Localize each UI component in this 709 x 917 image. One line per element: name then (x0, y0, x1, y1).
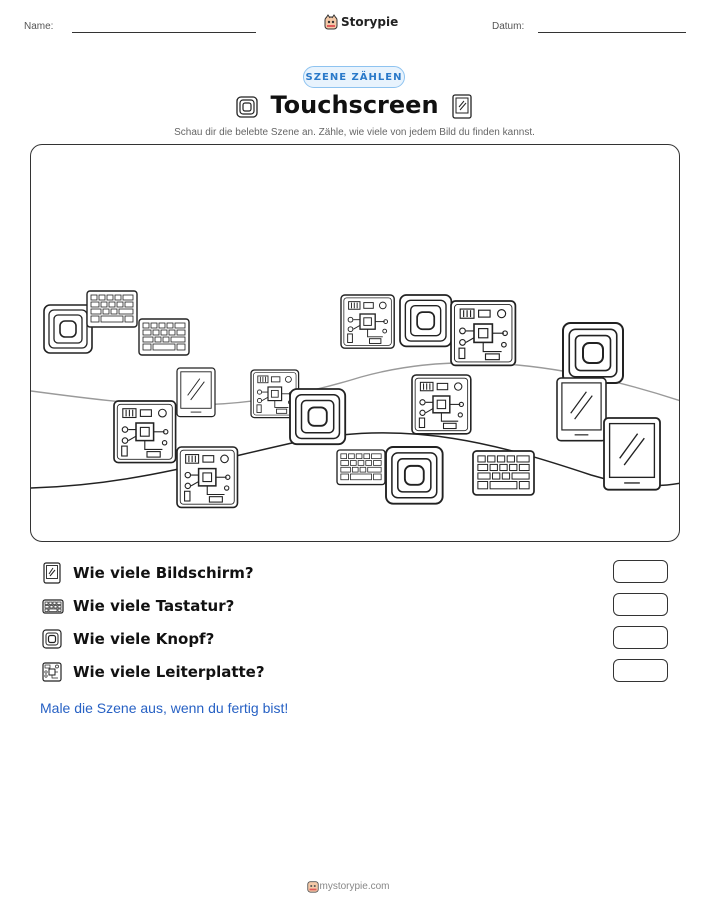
answer-box-bildschirm[interactable] (613, 560, 668, 583)
footer-url[interactable]: mystorypie.com (319, 881, 390, 892)
date-label: Datum: (492, 21, 525, 32)
scene-illustration (31, 145, 680, 542)
brand-name: Storypie (341, 15, 399, 29)
coloring-note: Male die Szene aus, wenn du fertig bist! (40, 700, 289, 716)
answer-box-knopf[interactable] (613, 626, 668, 649)
page-title: Touchscreen (270, 91, 439, 119)
storypie-logo-icon (323, 14, 339, 30)
tablet-icon (42, 562, 62, 584)
tablet-icon (452, 94, 472, 119)
circuit-board-icon (42, 661, 62, 683)
date-line[interactable] (538, 32, 686, 33)
question-text: Wie viele Bildschirm? (73, 564, 254, 582)
instructions: Schau dir die belebte Szene an. Zähle, wie viele von jedem Bild du finden kannst. (174, 127, 535, 138)
name-line[interactable] (72, 32, 256, 33)
question-text: Wie viele Leiterplatte? (73, 663, 265, 681)
scene-frame (30, 144, 680, 542)
button-icon (42, 628, 62, 650)
answer-box-tastatur[interactable] (613, 593, 668, 616)
question-text: Wie viele Tastatur? (73, 597, 235, 615)
question-text: Wie viele Knopf? (73, 630, 215, 648)
name-label: Name: (24, 21, 54, 32)
activity-tag: SZENE ZÄHLEN (303, 66, 405, 88)
keyboard-icon (42, 595, 62, 617)
answer-box-leiterplatte[interactable] (613, 659, 668, 682)
